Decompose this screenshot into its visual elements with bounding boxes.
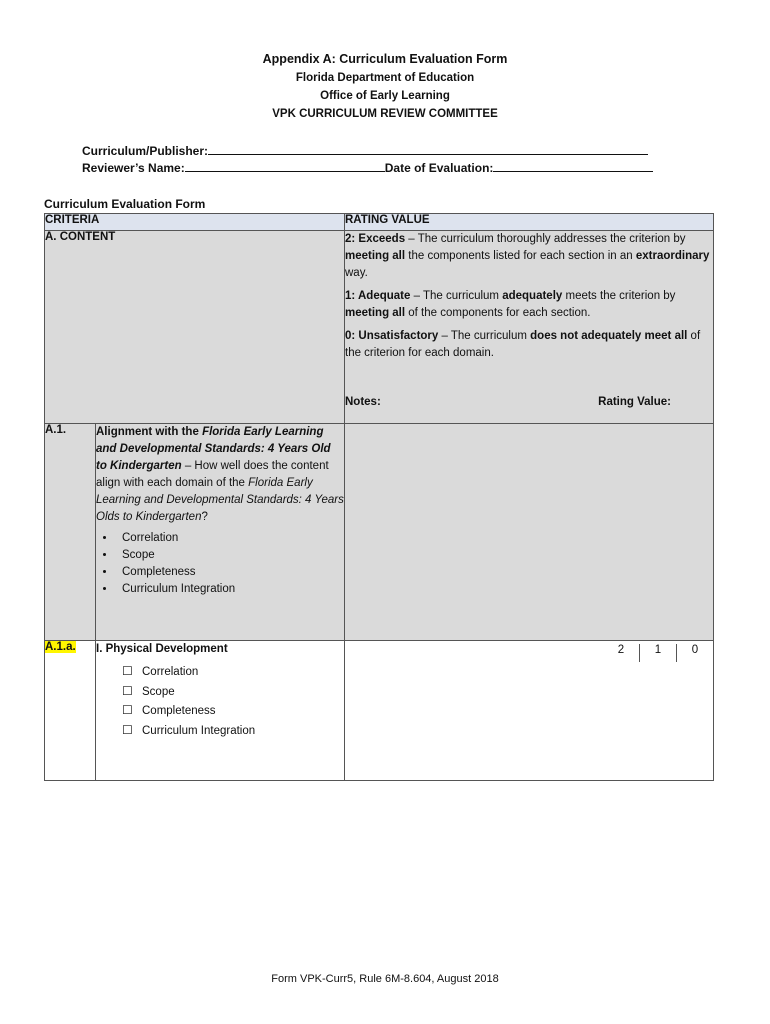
criterion-description: Alignment with the Florida Early Learning and Developmental Standards: 4 Years Old to Kindergarten – How well does the content align with each domain of the Florida Early Learning and Developmental Standards: 4 Years Olds to Kindergarten? • Correlation • Scope • Completeness • Curriculum Integration	[96, 424, 345, 641]
list-item: • Correlation	[116, 530, 344, 547]
rating-value-label: Rating Value:	[598, 396, 671, 408]
criterion-notes-cell[interactable]	[345, 424, 714, 641]
reviewer-date-field	[82, 159, 653, 175]
list-item: • Curriculum Integration	[116, 581, 344, 598]
criterion-description	[96, 641, 345, 781]
table-header-row	[45, 214, 714, 231]
department-name: Florida Department of Education	[295, 72, 475, 84]
criterion-number: A.1.a.	[45, 641, 96, 781]
scope-checkbox[interactable]: ☐ Scope	[116, 682, 344, 702]
rating-scale	[345, 231, 714, 424]
curriculum-integration-checkbox[interactable]: ☐ Curriculum Integration	[116, 721, 344, 741]
criterion-number: A.1.	[45, 424, 96, 641]
date-label: Date of Evaluation:	[384, 161, 494, 175]
score-0[interactable]: 0	[676, 644, 713, 662]
page-footer: Form VPK-Curr5, Rule 6M-8.604, August 2018	[271, 973, 499, 985]
list-item: • Completeness	[116, 564, 344, 581]
content-label: A. CONTENT	[45, 231, 345, 424]
table-row	[45, 641, 714, 781]
rating-adequate: 1: Adequate – The curriculum adequately meets the criterion by meeting all of the components for each section.	[345, 290, 676, 319]
publisher-label: Curriculum/Publisher:	[82, 144, 209, 158]
completeness-checkbox[interactable]: ☐ Completeness	[116, 701, 344, 721]
domain-title: I. Physical Development	[96, 643, 228, 655]
table-row	[45, 424, 714, 641]
content-row	[45, 231, 714, 424]
score-2[interactable]: 2	[617, 644, 625, 656]
rating-exceeds: 2: Exceeds – The curriculum thoroughly addresses the criterion by meeting all the components listed for each section in an extraordinary way.	[345, 233, 710, 279]
score-options	[345, 641, 713, 662]
publisher-field	[82, 142, 648, 158]
section-title: Curriculum Evaluation Form	[44, 197, 206, 211]
office-name: Office of Early Learning	[320, 90, 450, 102]
criterion-bullets	[96, 530, 344, 598]
rating-unsatisfactory: 0: Unsatisfactory – The curriculum does not adequately meet all of the criterion for each domain.	[345, 330, 701, 359]
criteria-header: CRITERIA	[45, 214, 345, 231]
checkbox-list	[96, 662, 344, 740]
score-cell	[345, 641, 714, 781]
list-item: • Scope	[116, 547, 344, 564]
reviewer-input-line[interactable]	[185, 159, 385, 172]
reviewer-label: Reviewer’s Name:	[82, 161, 185, 175]
committee-name: VPK CURRICULUM REVIEW COMMITTEE	[272, 108, 498, 120]
notes-rating-row	[345, 394, 713, 411]
date-input-line[interactable]	[493, 159, 653, 172]
form-title: Appendix A: Curriculum Evaluation Form	[262, 52, 508, 66]
publisher-input-line[interactable]	[208, 142, 648, 155]
rating-value-header: RATING VALUE	[345, 214, 714, 231]
correlation-checkbox[interactable]: ☐ Correlation	[116, 662, 344, 682]
notes-label: Notes:	[345, 396, 381, 408]
score-1[interactable]: 1	[639, 644, 676, 662]
evaluation-table	[44, 213, 714, 781]
